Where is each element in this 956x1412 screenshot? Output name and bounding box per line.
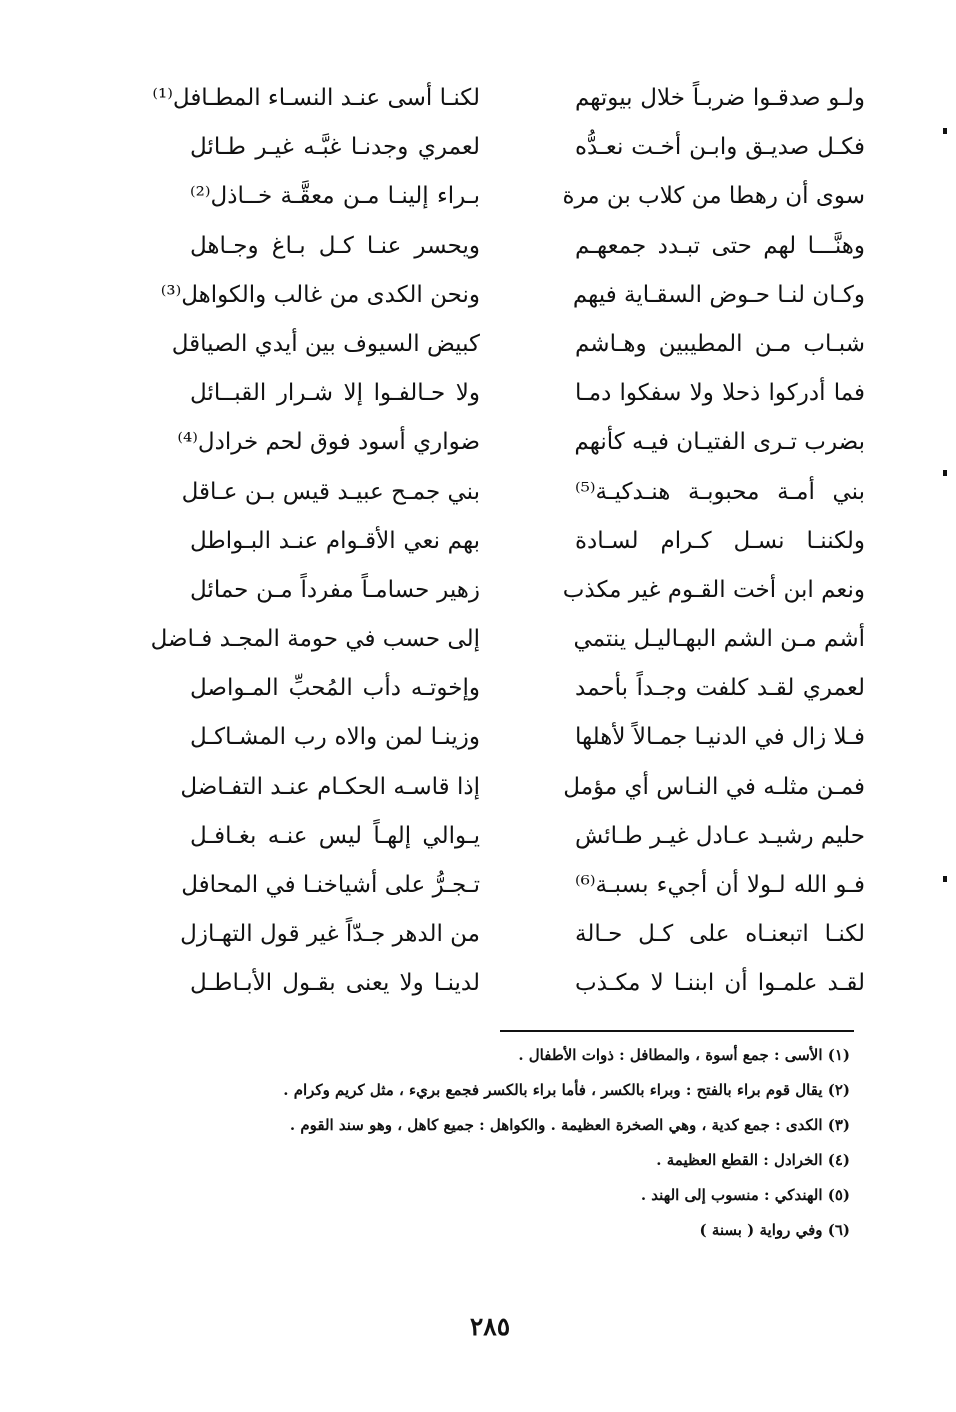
second-hemistich: زهير حسامـاً مفرداً مـن حمائل — [190, 576, 480, 603]
verse-line — [150, 865, 865, 914]
verse-line — [150, 226, 865, 275]
poem — [150, 78, 865, 1013]
verse-line — [150, 78, 865, 127]
second-hemistich: بـراء إلينـا مـن معقَّـة خــاذل⁽²⁾ — [190, 183, 480, 210]
first-hemistich: لعمري لقـد كلفت وجـداً بأحمد — [575, 675, 865, 702]
margin-mark — [943, 128, 947, 134]
verse-line — [150, 668, 865, 717]
second-hemistich: إلى حسب في حومة المجـد فـاضل — [150, 626, 480, 653]
verse-line — [150, 914, 865, 963]
verse-line — [150, 816, 865, 865]
first-hemistich: فـو الله لـولا أن أجيء بسبـة⁽⁶⁾ — [575, 872, 865, 898]
verse-line — [150, 373, 865, 422]
margin-mark — [943, 876, 947, 882]
first-hemistich: لقـد علمـوا أن ابننـا لا مكـذب — [575, 970, 865, 997]
first-hemistich: شبـاب مـن المطيبين وهـاشم — [575, 330, 865, 357]
footnote: (٥) الهندكي : منسوب إلى الهند . — [640, 1186, 850, 1204]
verse-line — [150, 324, 865, 373]
second-hemistich: لدينـا ولا يعنى بقـول الأبـاطـل — [190, 970, 480, 997]
verse-line — [150, 767, 865, 816]
first-hemistich: ولـو صدقـوا ضربـاً خلال بيوتهم — [575, 85, 865, 111]
verse-line — [150, 127, 865, 176]
verse-line — [150, 472, 865, 521]
footnote: (٢) يقال قوم براء بالفتح : وبراء بالكسر ، فأما براء بالكسر فجمع بريء ، مثل كريم وكرام . — [283, 1081, 850, 1099]
page-number: ٢٨٥ — [469, 1312, 511, 1341]
second-hemistich: ويحسر عنـا كـل بـاغ وجـاهل — [190, 232, 480, 259]
first-hemistich: فمـن مثلـه في النـاس أي مؤمل — [563, 773, 865, 800]
verse-line — [150, 570, 865, 619]
footnote: (٤) الخرادل : القطع العظيمة . — [656, 1151, 850, 1169]
first-hemistich: لكنـا اتبعنـاه على كـل حـالة — [575, 921, 865, 948]
first-hemistich: فـلا زال في الدنيـا جمـالاً لأهلها — [575, 724, 865, 751]
second-hemistich: يـوالي إلهـاً ليس عنـه بغـافـل — [190, 822, 480, 849]
footnote-divider — [500, 1030, 854, 1032]
first-hemistich: ولكننـا نسـل كـرام لسـادة — [575, 527, 865, 554]
second-hemistich: لكنـا أسى عنـد النسـاء المطـافل⁽¹⁾ — [152, 85, 480, 111]
footnote: (٣) الكدى : جمع كدية ، وهي الصخرة العظيمة . والكواهل : جميع كاهل ، وهو سند القوم . — [289, 1116, 850, 1134]
first-hemistich: بضرب تـرى الفتيـان فيـه كأنهم — [574, 429, 865, 456]
verse-line — [150, 521, 865, 570]
verse-line — [150, 963, 865, 1012]
second-hemistich: بهم نعي الأقـوام عنـد البـواطل — [190, 527, 480, 554]
second-hemistich: تـجـرُّ على أشياخنـا في المحافل — [181, 872, 480, 898]
second-hemistich: ضواري أسود فوق لحم خرادل⁽⁴⁾ — [177, 429, 480, 456]
first-hemistich: وكـان لنـا حـوض السقـاية فيهم — [572, 281, 865, 308]
first-hemistich: حليم رشيـد عـادل غيـر طـائش — [574, 822, 865, 849]
verse-line — [150, 422, 865, 471]
first-hemistich: فما أدركوا ذحلا ولا سفكوا دمـا — [575, 380, 865, 407]
second-hemistich: وزينـا لمن والاه رب المشـاكـل — [190, 724, 480, 751]
margin-mark — [943, 470, 947, 476]
second-hemistich: ونحن الكدى من غالب والكواهل⁽³⁾ — [160, 281, 480, 308]
first-hemistich: وهنَّـــا لهم حتى تبـدد جمعهـم — [575, 232, 865, 259]
footnote: (١) الأسى : جمع أسوة ، والمطافل : ذوات الأطفال . — [518, 1046, 850, 1064]
first-hemistich: ونعم ابن أخت القـوم غير مكذب — [562, 576, 865, 603]
footnotes — [150, 1040, 850, 1250]
second-hemistich: ولا حـالفـوا إلا شـرار القبــائل — [190, 380, 480, 407]
verse-line — [150, 275, 865, 324]
second-hemistich: لعمري وجدنـا غبَّـه غيـر طـائل — [190, 134, 480, 161]
verse-line — [150, 176, 865, 225]
first-hemistich: سوى أن رهطا من كلاب بن مرة — [562, 183, 865, 210]
verse-line — [150, 619, 865, 668]
footnote: (٦) وفي رواية ( بسنة ) — [699, 1221, 850, 1239]
second-hemistich: من الدهر جـدّاً غير قول التهـازل — [180, 921, 480, 948]
verse-line — [150, 717, 865, 766]
first-hemistich: أشم مـن الشم البهـاليـل ينتمي — [573, 626, 865, 653]
second-hemistich: إذا قاسـه الحكـام عنـد التفـاضل — [180, 773, 480, 800]
second-hemistich: كبيض السيوف بين أيدي الصياقل — [171, 330, 480, 357]
first-hemistich: فكـل صديـق وابـن أخـت نعـدُّه — [575, 134, 865, 161]
second-hemistich: وإخوتـه دأب المُحبِّ المـواصل — [190, 675, 480, 702]
second-hemistich: بني جمـح عبيـد قيس بـن عـاقل — [181, 478, 480, 505]
first-hemistich: بني أمـة محبوبـة هنـدكيـة⁽⁵⁾ — [575, 478, 865, 505]
